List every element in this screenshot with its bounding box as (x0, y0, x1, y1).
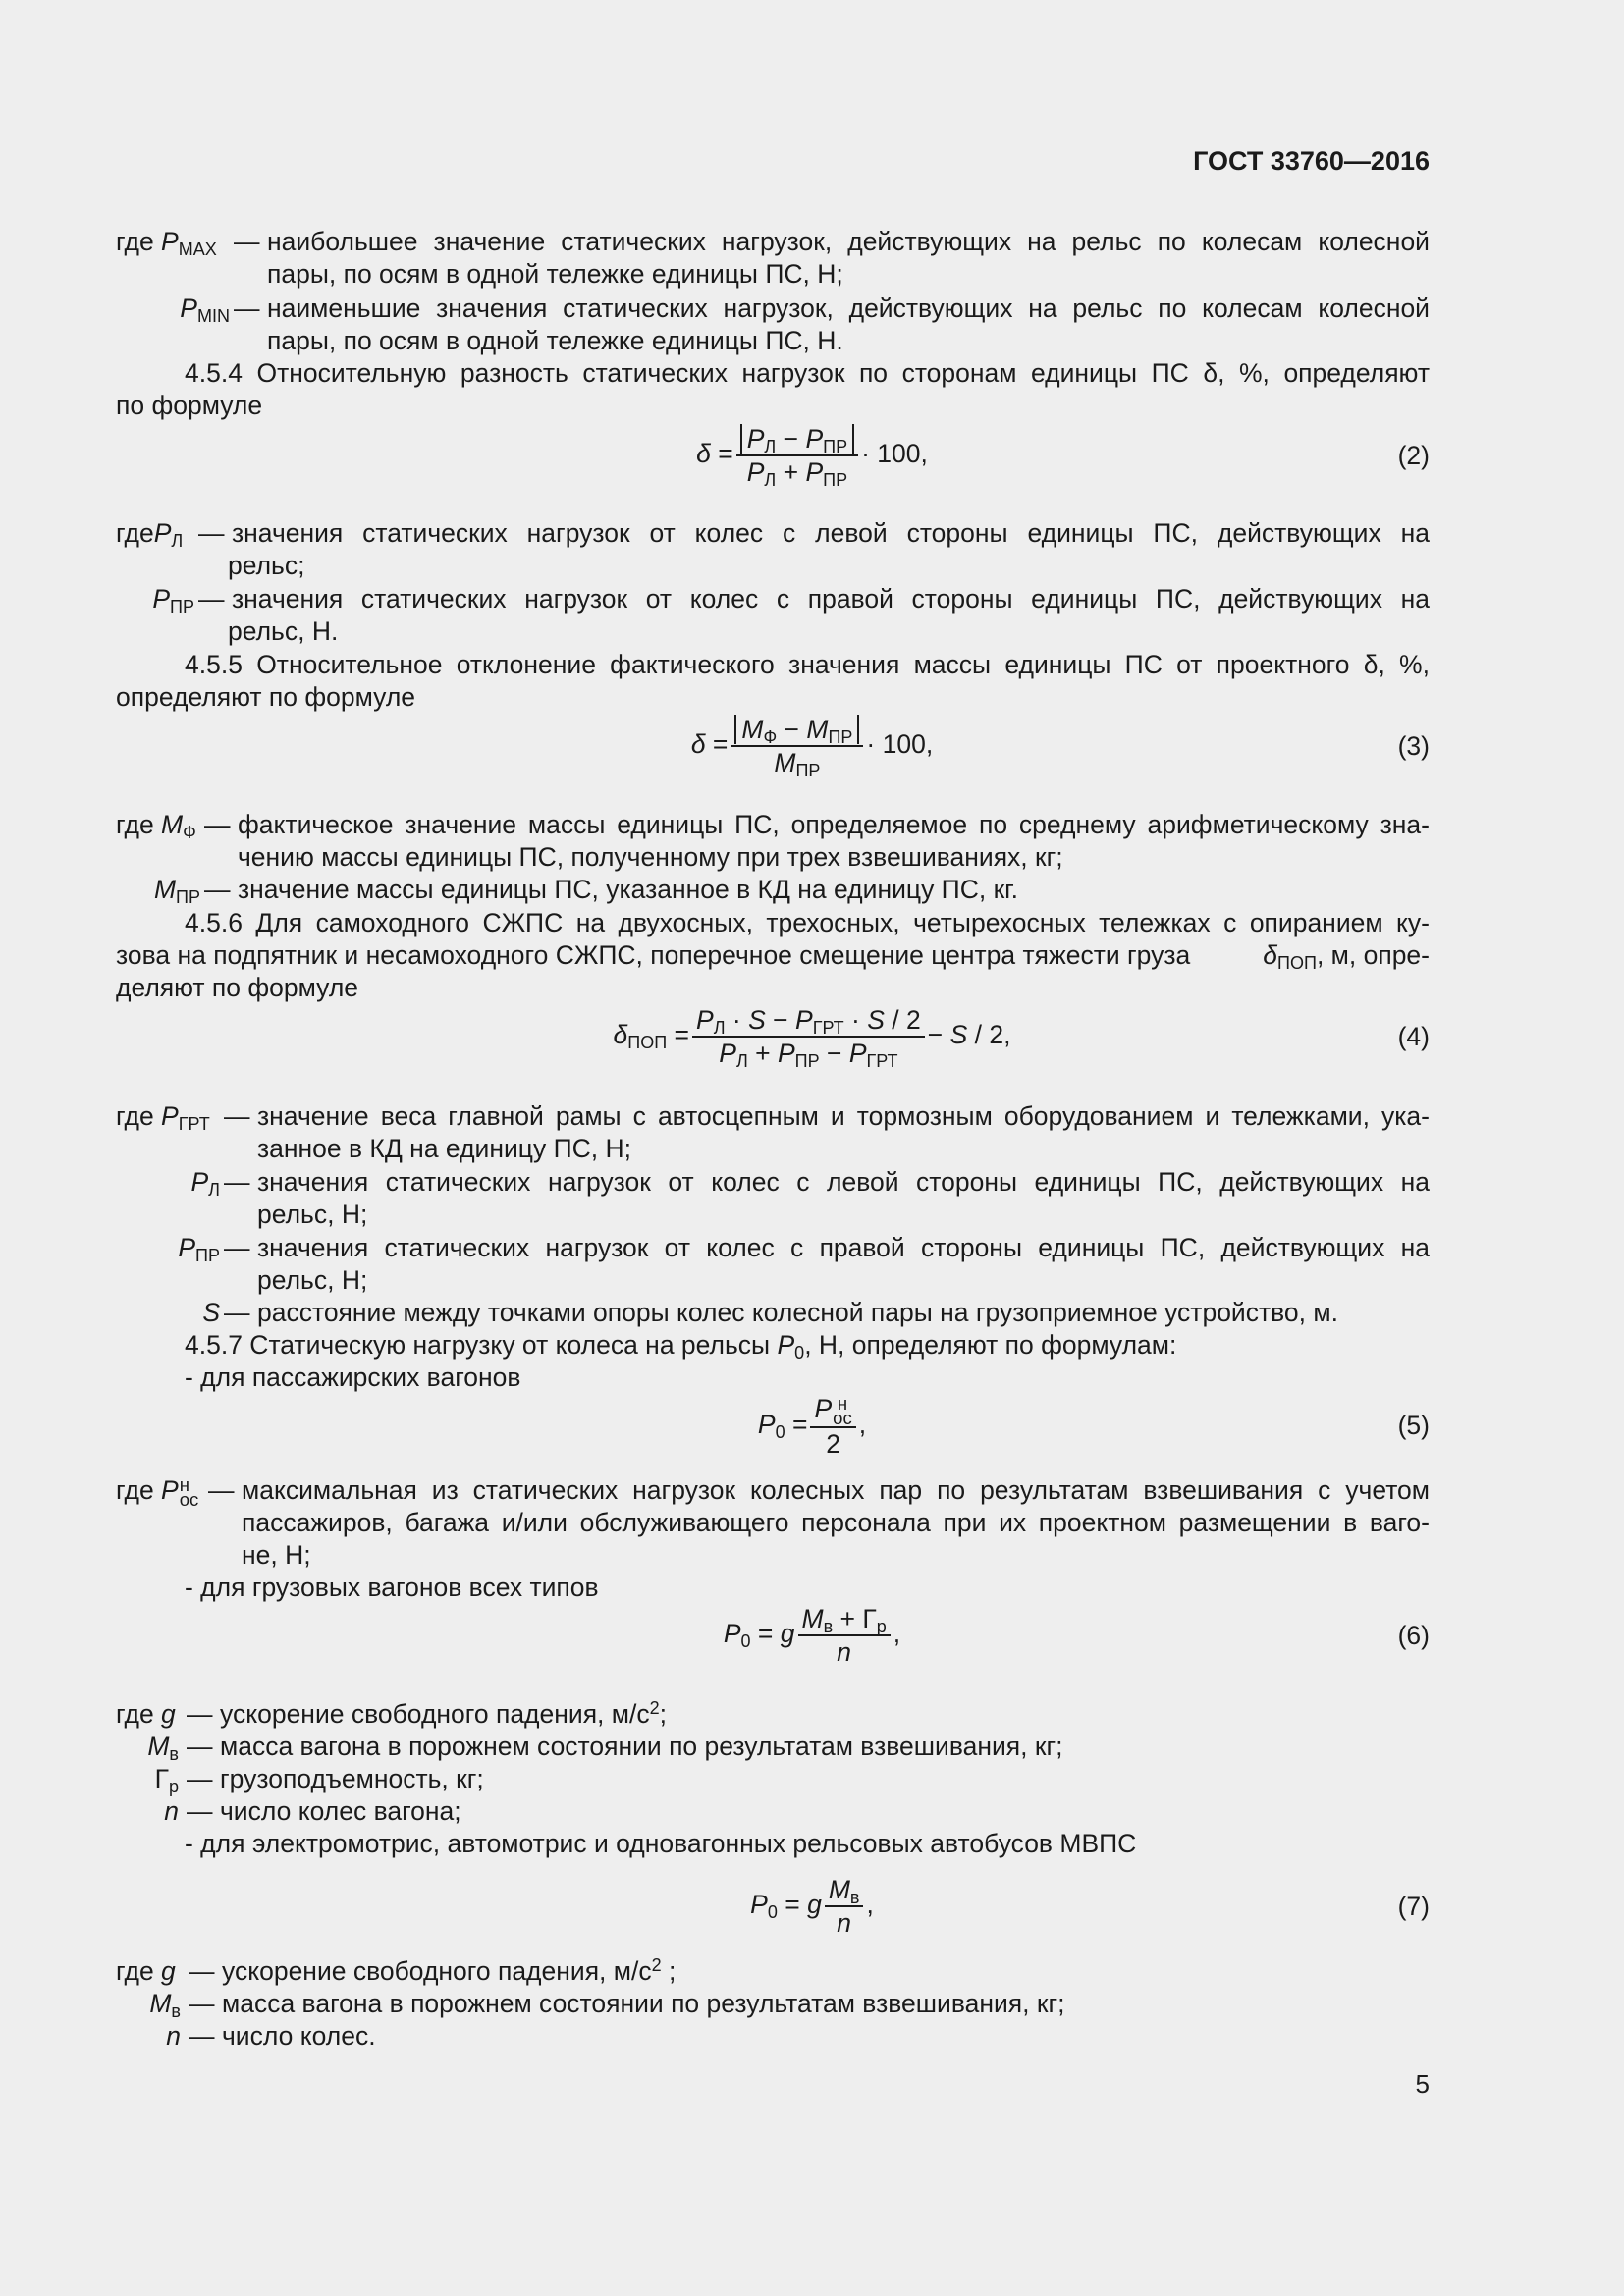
def-mv: масса вагона в порожнем состоянии по результатам взвешивания, кг; (220, 1732, 1063, 1761)
def-n-2: число колес. (222, 2021, 376, 2051)
def-g-2: ускорение свободного падения, $м/с^2$ ; (222, 1955, 677, 1986)
def-n: число колес вагона; (220, 1796, 461, 1826)
document-standard-number: ГОСТ 33760—2016 (1193, 146, 1430, 176)
formula-5: $P_0$ = P н ос 2 , (757, 1393, 867, 1459)
list-freight: - для грузовых вагонов всех типов (185, 1573, 599, 1602)
formula-3: δ = $\frac{M_Ф - M_{ПР}}{M_{ПР}}$ · 100, (690, 715, 934, 781)
list-mvps: - для электромотрис, автомотрис и одновагонных рельсовых автобусов МВПС (185, 1829, 1137, 1858)
def-pl: значения статических нагрузок от колес с левой стороны единицы ПС, действующих на (232, 518, 1430, 548)
formula-4: $\delta_{ПОП}$ = $\frac{P_Л \cdot S - P_{ГРТ} \cdot S / 2}{P_Л + P_{ПР} - P_{ГРТ}}$ − S / 2, (613, 1005, 1011, 1072)
def-mv-2: масса вагона в порожнем состоянии по результатам взвешивания, кг; (222, 1989, 1065, 2018)
para-4-5-7: 4.5.7 Статическую нагрузку от колеса на рельсы $P_0$, Н, определяют по формулам: (185, 1330, 1177, 1363)
symbol-pmin: $P_{MIN}$ (180, 294, 230, 327)
formula-6: $P_0 = g$ $\frac{M_в + Г_р}{n}$ , (723, 1604, 901, 1667)
para-4-5-4: 4.5.4 Относительную разность статических нагрузок по сторонам единицы ПС δ, %, определяют (185, 358, 1430, 388)
def-mpr: значение массы единицы ПС, указанное в КД на единицу ПС, кг. (238, 875, 1018, 904)
formula-7: $P_0 = g$ $\frac{M_в}{n}$ , (750, 1875, 874, 1938)
page-number: 5 (1415, 2069, 1430, 2099)
para-4-5-5: 4.5.5 Относительное отклонение фактического значения массы единицы ПС от проектного δ, %, (185, 650, 1430, 679)
def-pos: максимальная из статических нагрузок колесных пар по результатам взвешивания с учетом (242, 1475, 1430, 1505)
formula-number: (2) (1397, 441, 1430, 470)
def-gr: грузоподъемность, кг; (220, 1764, 484, 1793)
def-mf: фактическое значение массы единицы ПС, определяемое по среднему арифметическому зна- (238, 810, 1430, 839)
def-pmin: наименьшие значения статических нагрузок, действующих на рельс по колесам колесной (267, 294, 1430, 323)
def-pl-2: значения статических нагрузок от колес с левой стороны единицы ПС, действующих на (257, 1167, 1430, 1197)
def-g: ускорение свободного падения, $м/с^2$; (220, 1698, 668, 1729)
def-pmax: наибольшее значение статических нагрузок, действующих на рельс по колесам колесной (267, 227, 1430, 256)
def-ppr-2: значения статических нагрузок от колес с правой стороны единицы ПС, действующих на (257, 1233, 1430, 1262)
def-ppr: значения статических нагрузок от колес с правой стороны единицы ПС, действующих на (232, 584, 1430, 614)
def-s: расстояние между точками опоры колес колесной пары на грузоприемное устройство, м. (257, 1298, 1338, 1327)
def-pgrt: значение веса главной рамы с автосцепным и тормозным оборудованием и тележками, ука- (257, 1101, 1430, 1131)
para-4-5-6: 4.5.6 Для самоходного СЖПС на двухосных, трехосных, четырехосных тележках с опиранием ку- (185, 908, 1430, 937)
symbol-ppr: $P_{ПР}$ (152, 584, 194, 617)
formula-2: δ = $\frac{P_Л - P_{ПР}}{P_Л + P_{ПР}}$ · 100, (696, 424, 928, 491)
list-passenger: - для пассажирских вагонов (185, 1362, 521, 1392)
where-label: где $P_{MAX}$ (116, 227, 217, 260)
